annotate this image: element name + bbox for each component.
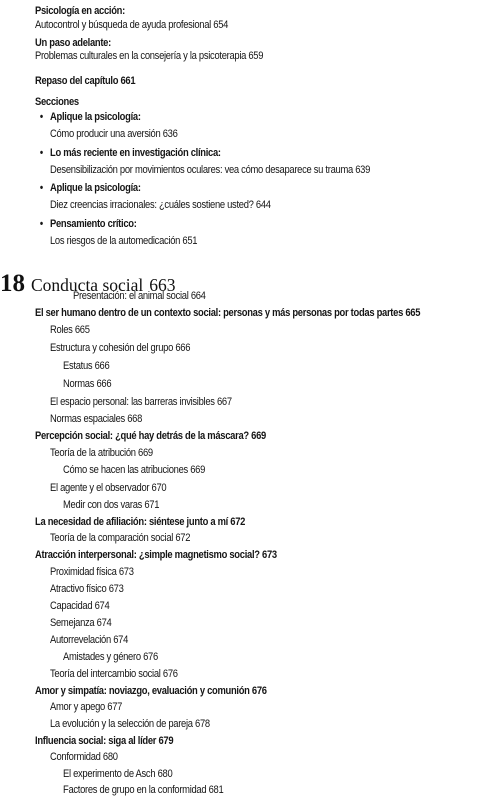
toc-heading	[39, 217, 137, 231]
toc-heading	[39, 181, 141, 195]
toc-entry	[63, 463, 205, 477]
toc-entry-text: Normas 666	[63, 378, 112, 390]
toc-entry	[50, 323, 90, 337]
toc-entry-text: Atracción interpersonal: ¿simple magnetismo social? 673	[35, 549, 277, 561]
toc-entry	[50, 531, 190, 545]
toc-heading	[35, 684, 267, 698]
toc-entry-text: Capacidad 674	[50, 600, 110, 612]
toc-entry-text: Cómo se hacen las atribuciones 669	[63, 464, 206, 476]
toc-entry-text: Lo más reciente en investigación clínica:	[50, 147, 221, 159]
toc-entry	[50, 481, 166, 495]
toc-entry-text: Aplique la psicología:	[50, 182, 141, 194]
toc-entry	[35, 49, 263, 63]
toc-heading	[35, 4, 125, 18]
toc-heading	[35, 306, 420, 320]
toc-entry-text: Teoría de la atribución 669	[50, 447, 153, 459]
toc-entry	[50, 717, 210, 731]
toc-entry-text: Semejanza 674	[50, 617, 112, 629]
toc-entry	[63, 359, 109, 373]
toc-heading	[35, 36, 111, 50]
toc-entry-text: Amor y simpatía: noviazgo, evaluación y comunión 676	[35, 685, 267, 697]
toc-heading	[35, 429, 266, 443]
toc-entry-text: Presentación: el animal social 664	[73, 290, 206, 302]
toc-entry	[50, 750, 118, 764]
toc-entry	[63, 767, 172, 781]
toc-entry-text: Normas espaciales 668	[50, 413, 143, 425]
toc-entry	[50, 700, 122, 714]
toc-entry	[50, 616, 111, 630]
toc-heading	[39, 110, 141, 124]
toc-entry-text: El espacio personal: las barreras invisibles 667	[50, 396, 232, 408]
toc-entry-text: Desensibilización por movimientos oculares: vea cómo desaparece su trauma 639	[50, 164, 371, 176]
toc-entry-text: Psicología en acción:	[35, 5, 125, 17]
toc-entry	[63, 783, 223, 797]
toc-entry-text: El agente y el observador 670	[50, 482, 167, 494]
chapter-number: 18	[0, 270, 25, 297]
toc-entry-text: El ser humano dentro de un contexto social: personas y más personas por todas partes 665	[35, 307, 421, 319]
toc-heading	[35, 515, 245, 529]
toc-entry	[50, 633, 128, 647]
toc-entry	[50, 127, 178, 141]
toc-entry-text: Un paso adelante:	[35, 37, 111, 49]
toc-entry-text: Problemas culturales en la consejería y la psicoterapia 659	[35, 50, 264, 62]
toc-entry-text: Amistades y género 676	[63, 651, 158, 663]
chapter-page: 663	[149, 275, 176, 295]
bullet-icon: •	[39, 182, 43, 194]
toc-entry	[73, 289, 206, 303]
bullet-icon: •	[39, 111, 43, 123]
toc-entry	[50, 667, 178, 681]
toc-entry-text: Percepción social: ¿qué hay detrás de la máscara? 669	[35, 430, 266, 442]
toc-entry	[35, 18, 228, 32]
toc-entry	[63, 650, 158, 664]
toc-entry-text: Los riesgos de la automedicación 651	[50, 235, 198, 247]
toc-entry-text: Secciones	[35, 96, 79, 108]
toc-entry	[50, 565, 134, 579]
toc-entry	[50, 341, 190, 355]
toc-entry-text: Teoría del intercambio social 676	[50, 668, 178, 680]
toc-entry-text: Atractivo físico 673	[50, 583, 124, 595]
toc-entry-text: Proximidad física 673	[50, 566, 134, 578]
toc-entry-text: Amor y apego 677	[50, 701, 123, 713]
toc-heading	[35, 548, 277, 562]
toc-entry	[50, 582, 124, 596]
toc-entry-text: Estatus 666	[63, 360, 110, 372]
toc-entry-text: Roles 665	[50, 324, 90, 336]
toc-entry	[63, 377, 111, 391]
toc-entry	[50, 198, 271, 212]
chapter-title: Conducta social	[31, 275, 144, 295]
toc-entry-text: El experimento de Asch 680	[63, 768, 173, 780]
toc-entry-text: Autocontrol y búsqueda de ayuda profesional 654	[35, 19, 229, 31]
toc-entry-text: La necesidad de afiliación: siéntese junto a mí 672	[35, 516, 246, 528]
toc-entry-text: Influencia social: siga al líder 679	[35, 735, 174, 747]
toc-entry	[50, 599, 109, 613]
toc-entry	[50, 446, 153, 460]
toc-entry-text: Conformidad 680	[50, 751, 118, 763]
toc-entry	[50, 395, 232, 409]
toc-entry-text: Factores de grupo en la conformidad 681	[63, 784, 224, 796]
toc-heading	[35, 74, 135, 88]
toc-entry-text: Pensamiento crítico:	[50, 218, 137, 230]
toc-entry	[50, 234, 197, 248]
toc-entry	[50, 163, 370, 177]
toc-heading	[35, 734, 173, 748]
toc-entry-text: Autorrevelación 674	[50, 634, 129, 646]
toc-entry	[63, 498, 159, 512]
toc-entry-text: La evolución y la selección de pareja 678	[50, 718, 210, 730]
toc-entry-text: Medir con dos varas 671	[63, 499, 160, 511]
toc-entry-text: Teoría de la comparación social 672	[50, 532, 191, 544]
toc-entry-text: Estructura y cohesión del grupo 666	[50, 342, 191, 354]
toc-entry-text: Cómo producir una aversión 636	[50, 128, 178, 140]
bullet-icon: •	[39, 218, 43, 230]
toc-entry	[50, 412, 142, 426]
bullet-icon: •	[39, 147, 43, 159]
toc-heading	[39, 146, 221, 160]
toc-entry-text: Repaso del capítulo 661	[35, 75, 136, 87]
toc-entry-text: Diez creencias irracionales: ¿cuáles sostiene usted? 644	[50, 199, 271, 211]
toc-heading	[35, 95, 79, 109]
toc-entry-text: Aplique la psicología:	[50, 111, 141, 123]
